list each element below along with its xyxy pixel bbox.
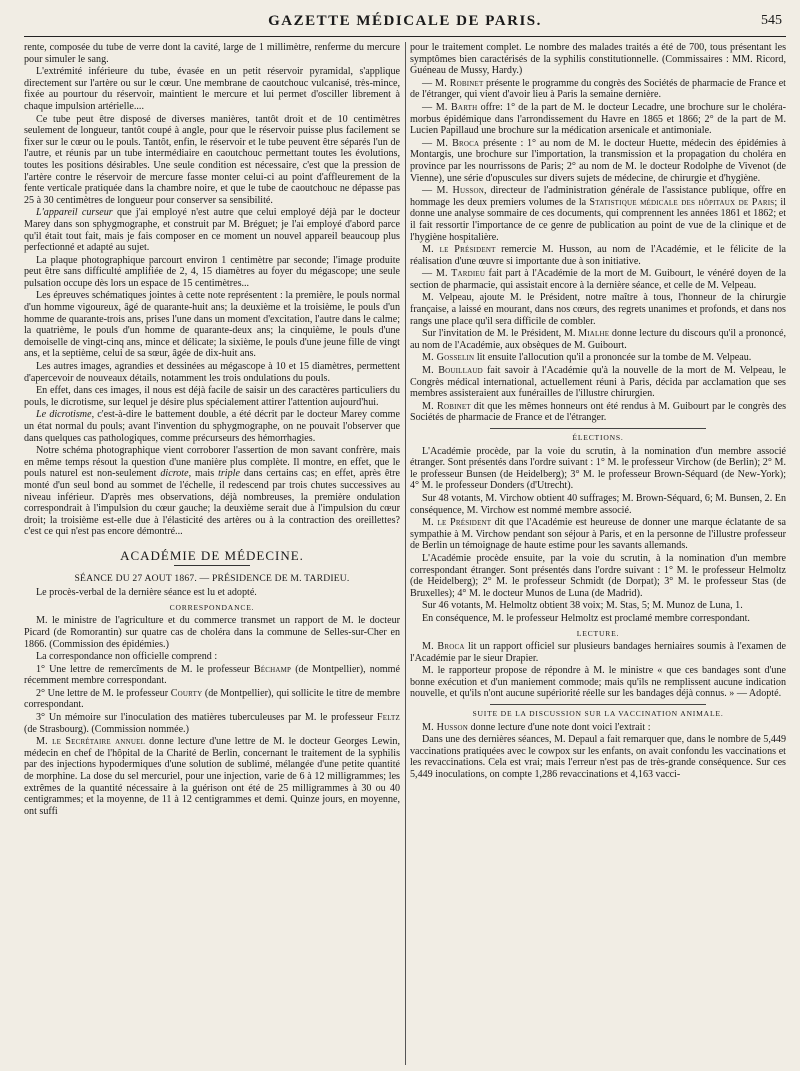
text: , c'est-à-dire le battement double, a été décrit par le docteur Marey comme un état normal du pouls; avant l'invention du sphygmographe, on ne pouvait l'observer que dans quelques cas pathologiques, comme précurseurs des hémorrhagies.: [24, 409, 400, 444]
emphasis: dicrote: [160, 468, 189, 480]
paragraph: M. Velpeau, ajoute M. le Président, notre maître à tous, l'honneur de la chirurgie française, a laissé en mourant, dans nos cœurs, des regrets unanimes et profonds, et dans nos rangs une place qu'il sera difficile de combler.: [410, 292, 786, 327]
text: que j'ai employé n'est autre que celui employé déjà par le docteur Marey dans son sphygmographe, et construit par M. Bréguet; je l'ai employé d'abord parce qu'il était tout fait, mais je fais composer en ce moment un nouvel appareil beaucoup plus perfectionné et adapté au sujet.: [24, 207, 400, 254]
text: dans certains cas; en effet, après être monté d'un seul bond au sommet de l'échelle, il redescend par trois chutes successives au niveau inférieur. D'après mes observations, déjà nombreuses, la première ondulation correspondrait à l'impulsion du cœur gauche; la deuxième serait due à l'impulsion du cœur droit; la troisième est-elle due à l'élasticité des artères ou à la contraction des oreillettes? c'est ce qui n'est pas encore démontré...: [24, 468, 400, 538]
left-column: [24, 42, 400, 1067]
paragraph: [24, 736, 400, 817]
text: offre: 1° de la part de M. le docteur Lecadre, une brochure sur le choléra-morbus épidémique dans l'arrondissement du Havre en 1865 et 1866; 2° de la part de M. Lucien Papillaud une brochure sur la médication arsenicale et antimoniale.: [410, 101, 786, 137]
person-name: Béchamp: [253, 663, 292, 675]
paragraph: [24, 664, 400, 687]
paragraph: [410, 244, 786, 267]
text: lit ensuite l'allocution qu'il a prononcée sur la tombe de M. Velpeau.: [474, 352, 752, 364]
paragraph: [410, 401, 786, 424]
paragraph: [410, 102, 786, 137]
divider: [490, 704, 706, 705]
person-name: Courty: [170, 687, 203, 699]
paragraph: Ce tube peut être disposé de diverses manières, tantôt droit et de 10 centimètres seulement de longueur, tantôt coupé à angle, pour que le réservoir puisse plus facilement se fixer sur le cœur ou le pouls. Tantôt, enfin, le réservoir et le tube peuvent être séparés l'un de l'autre, et réunis par un tube intermédiaire en caoutchouc permettant toutes les évolutions, toutes les positions désirables. Une seule condition est nécessaire, c'est que la pression de l'artère contre le réservoir de mercure fasse monter celui-ci au point d'affleurement de la fente verticale pratiquée dans la chambre noire, et que le tube de caoutchouc ne dépasse pas 25 à 30 centimètres de longueur pour conserver sa sensibilité.: [24, 113, 400, 206]
text: (de Strasbourg). (Commission nommée.): [24, 723, 189, 735]
paragraph: [24, 207, 400, 253]
paragraph: [410, 722, 786, 734]
text: donne lecture du discours qu'il a prononcé, au nom de l'Académie, aux obsèques de M. Guibourt.: [410, 328, 786, 351]
person-name: — M. Husson: [422, 185, 484, 197]
paragraph: [24, 712, 400, 735]
paragraph: [410, 138, 786, 184]
person-name: — M. Barth: [422, 101, 478, 113]
person-name: Mialhe: [578, 328, 610, 340]
subheading-correspondance: CORRESPONDANCE.: [169, 602, 255, 612]
paragraph: [410, 268, 786, 291]
person-name: — M. Robinet: [422, 77, 484, 89]
person-name: M. Husson: [422, 721, 469, 733]
publication-title: Statistique médicale des hôpitaux de Paris: [589, 196, 775, 208]
paragraph: Le procès-verbal de la dernière séance est lu et adopté.: [36, 587, 257, 599]
paragraph: M. le ministre de l'agriculture et du commerce transmet un rapport de M. le docteur Picard (de Romorantin) sur quatre cas de choléra dans la commune de Selles-sur-Cher en 1866. (Commission des épidémies.): [24, 615, 400, 650]
paragraph: [410, 365, 786, 400]
emphasis: L'appareil curseur: [36, 207, 113, 219]
paragraph: Les autres images, agrandies et dessinées au mégascope à 10 et 15 diamètres, permettent d'apercevoir de nouveaux détails, notamment les trois ondulations du pouls.: [24, 361, 400, 384]
paragraph: [410, 185, 786, 243]
paragraph: Sur 48 votants, M. Virchow obtient 40 suffrages; M. Brown-Séquard, 6; M. Bunsen, 2. En conséquence, M. Virchow est nommé membre associé.: [410, 492, 786, 516]
text: Sur l'invitation de M. le Président, M.: [422, 328, 579, 340]
paragraph: L'extrémité inférieure du tube, évasée en un petit réservoir pyramidal, s'applique directement sur l'artère ou sur le cœur. Une membrane de caoutchouc vulcanisé, très-mince, fixée au pourtour du réservoir, maintient le mercure et lui permet d'osciller librement à chaque impulsion artérielle....: [24, 66, 400, 112]
person-name: Feltz: [376, 712, 400, 724]
session-heading: SÉANCE DU 27 AOUT 1867. — PRÉSIDENCE DE M. TARDIEU.: [74, 572, 350, 584]
paragraph: La correspondance non officielle comprend :: [36, 651, 218, 663]
person-name: M. le Président: [422, 244, 496, 256]
subheading-elections: ÉLECTIONS.: [572, 433, 624, 442]
page-header: [24, 10, 786, 37]
text: dit que l'Académie est heureuse de donner une marque éclatante de sa sympathie à M. Virchow pendant son séjour à Paris, et en la personne de l'illustre professeur de Berlin un témoignage de haute estime pour les savants allemands.: [410, 517, 786, 552]
paragraph: rente, composée du tube de verre dont la cavité, large de 1 millimètre, renferme du mercure pour simuler le sang.: [24, 42, 400, 65]
text: fait part à l'Académie de la mort de M. Guibourt, le vénéré doyen de la section de pharmacie, qui assistait encore à la dernière séance, et celle de M. Velpeau.: [410, 268, 786, 291]
right-column: [410, 42, 786, 1067]
person-name: M. le Secrétaire annuel: [36, 736, 146, 748]
text: dit que les mêmes honneurs ont été rendus à M. Guibourt par le congrès des Sociétés de pharmacie de France et de l'étranger.: [410, 400, 786, 424]
section-title: ACADÉMIE DE MÉDECINE.: [24, 550, 400, 565]
text: (de Montpellier), qui sollicite le titre de membre correspondant.: [24, 687, 400, 711]
subheading-discussion: SUITE DE LA DISCUSSION SUR LA VACCINATION ANIMALE.: [472, 709, 724, 719]
person-name: M. le Président: [422, 517, 492, 529]
paragraph: Les épreuves schématiques jointes à cette note représentent : la première, le pouls normal d'un homme vigoureux, âgé de quarante-huit ans; la deuxième et la troisième, le pouls d'un homme de quarante-trois ans, prises l'une dans un moment d'excitation, l'autre dans le calme; la quatrième, le pouls d'un homme de quarante-deux ans; la cinquième, le pouls d'une demoiselle de vingt-cinq ans, mince et délicate; la sixième, le pouls d'une jeune fille de vingt ans, et la septième, celui de sa sœur, âgée de dix-huit ans.: [24, 290, 400, 360]
text: donne lecture d'une note dont voici l'extrait :: [468, 721, 651, 733]
paragraph: L'Académie procède ensuite, par la voie du scrutin, à la nomination d'un membre correspondant étranger. Sont présentés dans l'ordre suivant : 1° M. le professeur Helmoltz (de Heidelberg); 2° M. le professeur Schmidt (de Dorpat); 3° M. le professeur Stas (de Bruxelles); 4° M. le docteur Munos de Luna (de Madrid).: [410, 552, 786, 599]
column-divider: [405, 42, 406, 1065]
paragraph: L'Académie procède, par la voie du scrutin, à la nomination d'un membre associé étranger. Sont présentés dans l'ordre suivant : 1° M. le professeur Virchow (de Berlin); 2° M. le professeur Bunsen (de Heidelberg); 3° M. le professeur Brown-Séquard (de New-York); 4° M. le professeur Donders (d'Utrecht).: [410, 445, 786, 492]
paragraph: [24, 409, 400, 444]
person-name: — M. Broca: [422, 137, 480, 149]
text: (de Montpellier), nommé récemment membre correspondant.: [24, 663, 400, 687]
text: présente le programme du congrès des Sociétés de pharmacie de France et de l'étranger, qui vient d'avoir lieu à Paris la semaine dernière.: [410, 77, 786, 101]
journal-title: GAZETTE MÉDICALE DE PARIS.: [268, 13, 542, 29]
person-name: M. Robinet: [422, 400, 471, 412]
paragraph: pour le traitement complet. Le nombre des malades traités a été de 700, tous présentant les symptômes bien caractérisés de la syphilis constitutionnelle. (Commissaires : MM. Ricord, Guéneau de Mussy, Hardy.): [410, 42, 786, 77]
text: 3° Un mémoire sur l'inoculation des matières tuberculeuses par M. le professeur: [36, 712, 377, 724]
paragraph: Sur 46 votants, M. Helmoltz obtient 38 voix; M. Stas, 5; M. Munoz de Luna, 1.: [422, 600, 743, 612]
text: lit un rapport officiel sur plusieurs bandages herniaires soumis à l'examen de l'Académie par le sieur Drapier.: [410, 641, 786, 664]
paragraph: [24, 688, 400, 711]
text: fait savoir à l'Académie qu'à la nouvelle de la mort de M. Velpeau, le Congrès médical international, actuellement réuni à Paris, décida par acclamation que ses membres assisteraient aux funérailles de l'illustre chirurgien.: [410, 365, 786, 400]
paragraph: [410, 641, 786, 664]
person-name: M. Bouillaud: [422, 365, 483, 377]
person-name: M. Gosselin: [422, 352, 475, 364]
paragraph: [410, 352, 786, 364]
paragraph: [24, 445, 400, 538]
text: présente : 1° au nom de M. le docteur Huette, médecin des épidémies à Montargis, une brochure sur l'importation, la transmission et la propagation du choléra en province par les nourrissons de Paris; 2° au nom de M. le docteur Rodolphe de Vivenot (de Vienne), une série d'opuscules sur divers sujets de médecine, de chirurgie et d'hygiène.: [410, 137, 786, 184]
text: , directeur de l'administration générale de l'assistance publique, offre en hommage les deux premiers volumes de la: [410, 185, 786, 208]
paragraph: En effet, dans ces images, il nous est déjà facile de saisir un des caractères particuliers du pouls, le dicrotisme, sur lequel je désire plus spécialement attirer l'attention aujourd'hui.: [24, 385, 400, 408]
divider: [490, 428, 706, 429]
emphasis: triple: [218, 468, 240, 480]
text: remercie M. Husson, au nom de l'Académie, et le félicite de la réalisation d'une œuvre si importante due à son initiative.: [410, 244, 786, 267]
emphasis: Le dicrotisme: [36, 409, 92, 421]
person-name: — M. Tardieu: [422, 268, 486, 280]
paragraph: Dans une des dernières séances, M. Depaul a fait remarquer que, dans le nombre de 5,449 vaccinations pratiquées avec le cowpox sur les enfants, on avait confondu les vaccinations et les revaccinations. Cela est vrai; mais l'erreur n'est pas de très-grande conséquence. Sur ces 5,449 inoculations, on compte 1,286 revaccinations et 4,163 vacci-: [410, 734, 786, 781]
text: 1° Une lettre de remercîments de M. le professeur: [36, 663, 254, 675]
text: ; il donne une analyse sommaire de ces documents, qui comprennent les années 1861 et 1862; et il fait ressortir l'importance de ce genre de publication au point de vue de la clinique et de l'hygiène hospitalière.: [410, 196, 786, 243]
paragraph: En conséquence, M. le professeur Helmoltz est proclamé membre correspondant.: [422, 612, 750, 624]
text: 2° Une lettre de M. le professeur: [36, 687, 171, 699]
text: Notre schéma photographique vient corroborer l'assertion de mon savant confrère, mais en même temps résout la question d'une manière plus complète. Il montre, en effet, que le pouls naturel est non-seulement: [24, 445, 400, 480]
page-number: 545: [761, 13, 782, 28]
person-name: M. Broca: [422, 641, 465, 653]
paragraph: M. le rapporteur propose de répondre à M. le ministre « que ces bandages sont d'une bonne exécution et d'un maniement commode; mais qu'ils ne remplissent aucune indication nouvelle, et qu'ils n'ont aucune supériorité réelle sur les bandages déjà connus. » — Adopté.: [410, 665, 786, 700]
subheading-lecture: LECTURE.: [576, 628, 620, 638]
paragraph: [410, 517, 786, 552]
paragraph: La plaque photographique parcourt environ 1 centimètre par seconde; l'image produite peut être sans difficulté amplifiée de 2, 4, 15 diamètres au foyer du mégascope; une seule pulsation occupe dès lors un espace de 15 centimètres...: [24, 254, 400, 289]
paragraph: [410, 78, 786, 101]
paragraph: [410, 328, 786, 351]
text: donne lecture d'une lettre de M. le docteur Georges Lewin, médecin en chef de l'hôpital de la Charité de Berlin, concernant le traitement de la syphilis par des injections hypodermiques d'une solution de sublimé, mélangée d'une petite quantité de morphine. La dose du sel mercuriel, pour une injection, varie de 6 à 12 milligrammes; les extrêmes de la quantité nécessaire à la guérison ont été de 25 milligrammes à 30 ou 40 centigrammes; et la moyenne, de 11 à 12 centigrammes et demi. Quinze jours, en moyenne, ont suffi: [24, 736, 400, 817]
text: , mais: [188, 468, 219, 480]
newspaper-page: [24, 0, 786, 1071]
